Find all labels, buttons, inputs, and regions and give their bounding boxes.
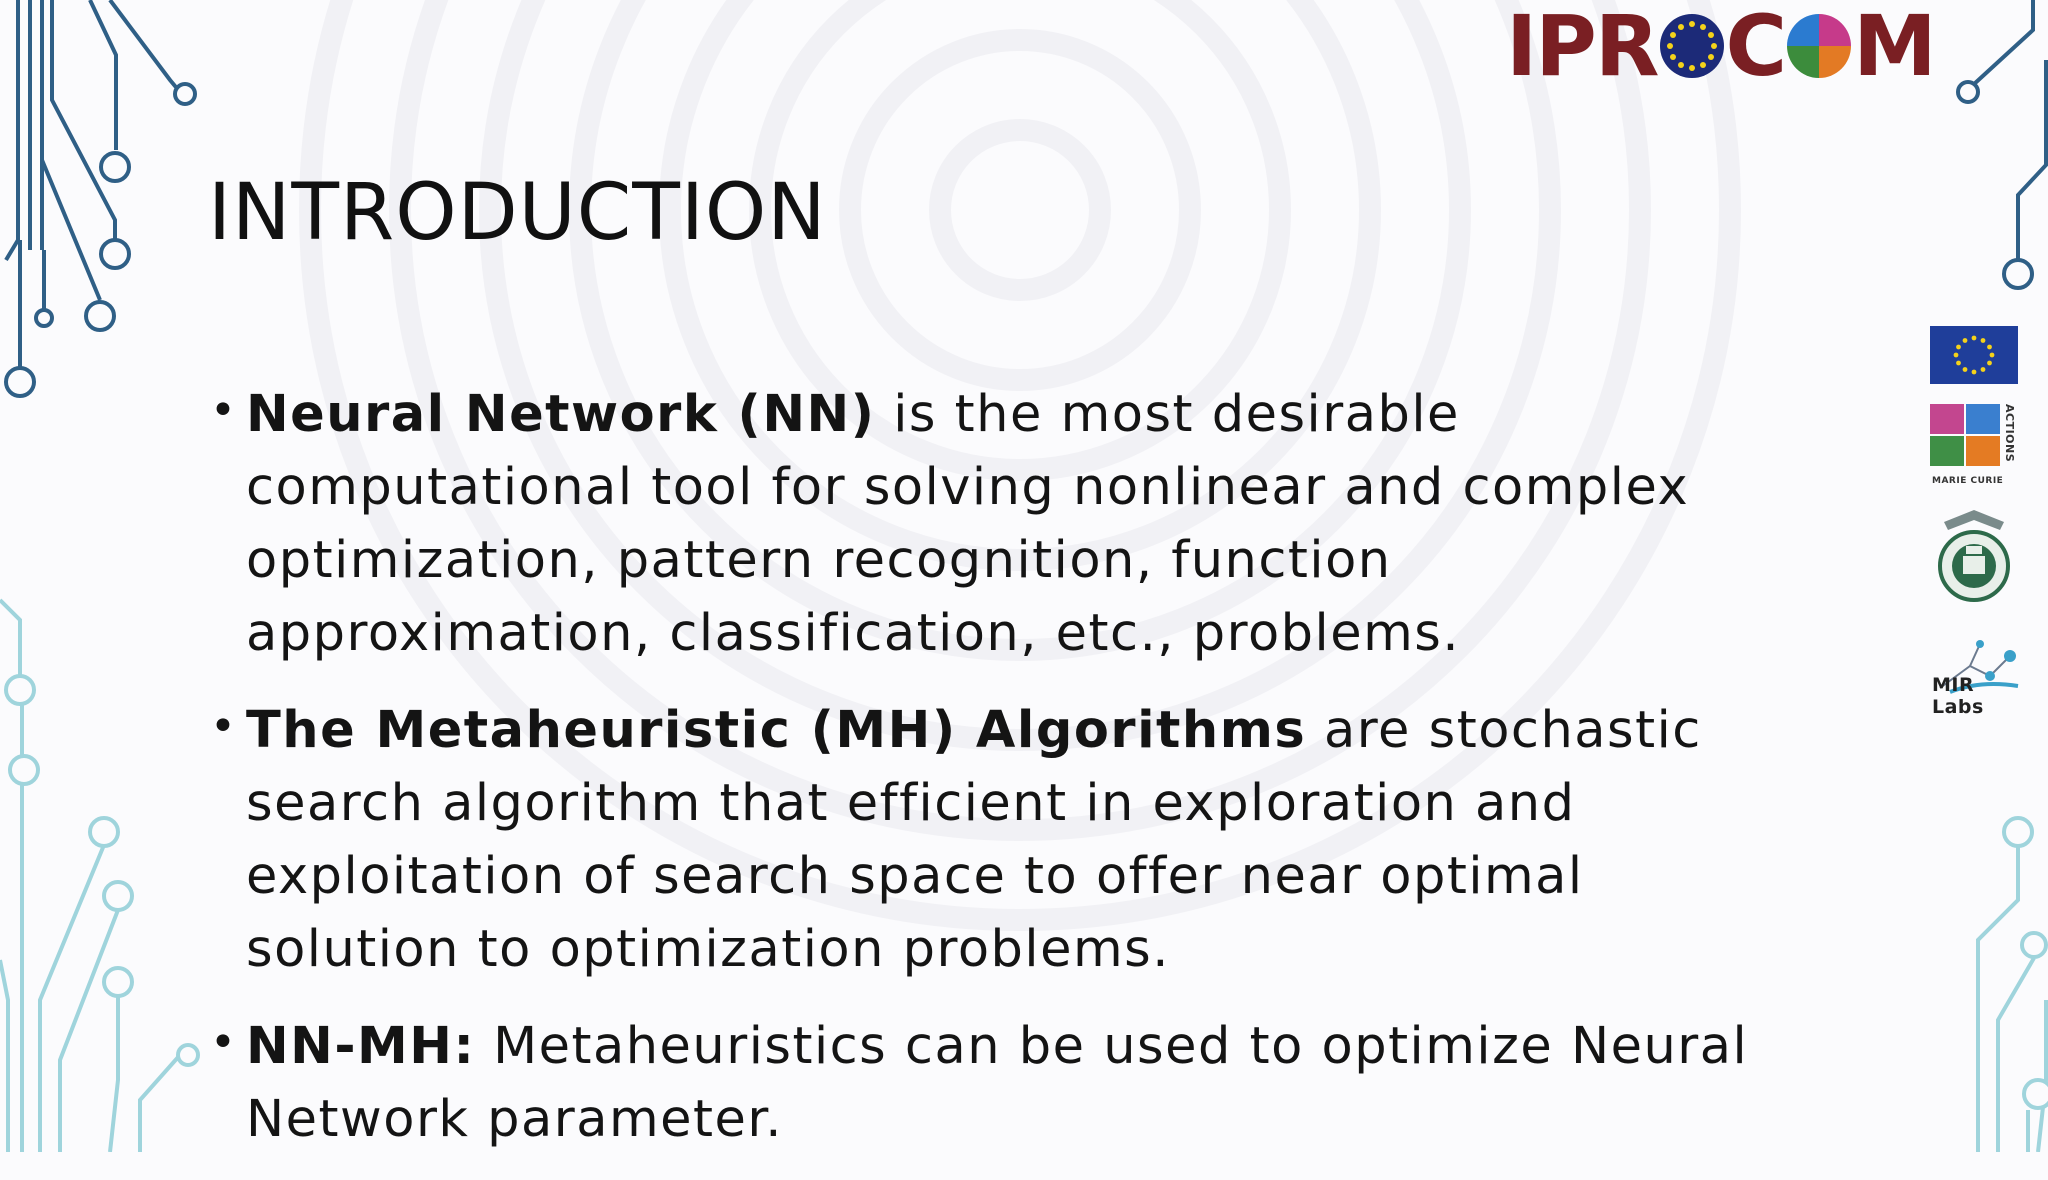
logo-text-end: M [1853,0,1935,95]
bullet-term: Neural Network (NN) [246,385,876,444]
bullet-marker: • [210,1017,238,1068]
bullet-marker: • [210,385,238,436]
bullet-marker: • [210,701,238,752]
bullet-item-mh [206,694,1766,986]
mir-labs-label: MIR Labs [1932,674,1984,718]
mir-labs-icon [1930,636,2022,718]
eu-flag-icon [1930,326,2018,384]
bullet-list [206,378,1766,1180]
eu-stars-ring-icon [1660,14,1724,78]
marie-curie-caption: MARIE CURIE [1932,476,2004,486]
bullet-term: The Metaheuristic (MH) Algorithms [246,701,1307,760]
circuit-decoration-left [0,0,220,1152]
bullet-term: NN-MH: [246,1017,476,1076]
partner-logos [1930,326,2022,718]
logo-text-middle: C [1725,0,1786,95]
bullet-text: is the most desirable computational tool for solving nonlinear and complex optimization, pattern recognition, function approximation, classification, etc., problems. [246,385,1690,663]
marie-curie-face-icon [1787,14,1851,78]
slide-title: INTRODUCTION [208,168,827,258]
bullet-item-nn-mh [206,1010,1766,1156]
bullet-text: Metaheuristics can be used to optimize Neural Network parameter. [246,1017,1749,1149]
iprocom-logo [1506,0,1935,95]
marie-curie-actions-label: ACTIONS [2003,404,2016,463]
university-seal-icon [1930,504,2018,604]
bullet-text: are stochastic search algorithm that efficient in exploration and exploitation of search space to offer near optimal solution to optimization problems. [246,701,1702,979]
bullet-item-nn [206,378,1766,670]
marie-curie-icon [1930,404,2016,484]
logo-text-start: IPR [1506,0,1658,95]
